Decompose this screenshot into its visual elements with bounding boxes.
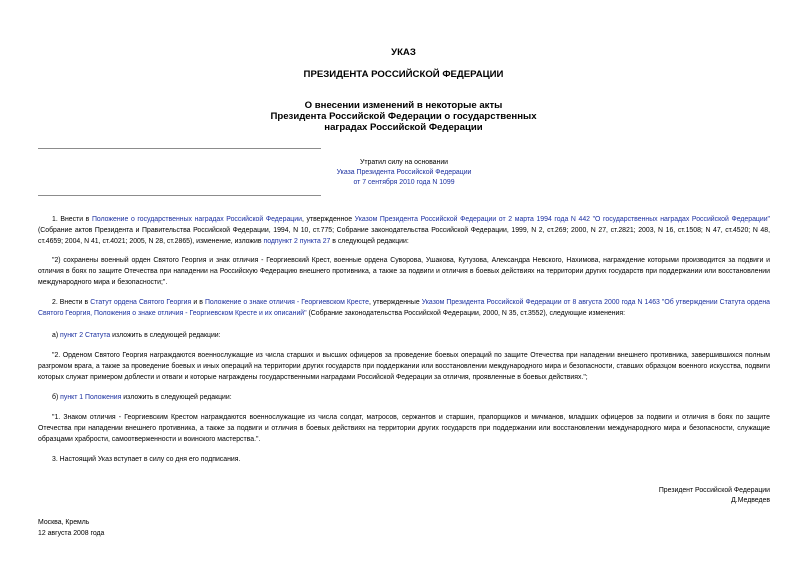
subject-line-2: Президента Российской Федерации о государственных xyxy=(270,111,537,122)
paragraph-1-text: 1. Внести в xyxy=(52,216,92,223)
signing-place: Москва, Кремль xyxy=(38,519,90,526)
subparagraph-a-text: изложить в следующей редакции: xyxy=(110,332,221,339)
paragraph-1-text: , утвержденное xyxy=(301,216,355,223)
paragraph-1-quote: "2) сохранены военный орден Святого Георгия и знак отличия - Георгиевский Крест, военные ордена Суворова, Ушакова, Кутузова, Александра Невского, Нахимова, награждение которыми производится за подвиги и отличия в боях по защите Отечества при нападении на Российскую Федерацию внешнего противника, а также за подвиги и отличия в боевых действиях на территории других государств при поддержании или восстановлении международного мира и безопасности;". xyxy=(38,257,770,286)
subparagraph-b-text: изложить в следующей редакции: xyxy=(121,394,232,401)
signature-name: Д.Медведев xyxy=(731,497,770,504)
status-note xyxy=(320,158,488,188)
paragraph-1 xyxy=(38,214,770,247)
subject-line-1: О внесении изменений в некоторые акты xyxy=(304,100,503,111)
paragraph-1-text: в следующей редакции: xyxy=(330,238,409,245)
subject-line-3: наградах Российской Федерации xyxy=(324,122,483,133)
link-regulation-item-1[interactable]: пункт 1 Положения xyxy=(60,394,122,401)
place-and-date xyxy=(38,517,104,539)
link-cross-regulation[interactable]: Положение о знаке отличия - Георгиевском Кресте xyxy=(204,299,369,306)
link-decree-442[interactable]: Указом Президента Российской Федерации от 2 марта 1994 года N 442 "О государственных наградах Российской Федерации" xyxy=(354,216,771,223)
paragraph-2 xyxy=(38,297,770,319)
paragraph-1-text: (Собрание актов Президента и Правительства Российской Федерации, 1994, N 10, ст.775; Собрание законодательства Российской Федерации, 1999, N 2, ст.269; 2000, N 27, ст.2821; 2003, N 16, ст.1508; N 47, ст.4520; N 48, ст.4659; 2004, N 41, ст.4021; 2005, N 28, ст.2865), изменение, изложив xyxy=(38,227,770,245)
divider-top xyxy=(38,148,321,149)
paragraph-2-text: 2. Внести в xyxy=(52,299,91,306)
repeal-decree-link[interactable] xyxy=(320,168,488,188)
link-order-statute[interactable]: Статут ордена Святого Георгия xyxy=(90,299,192,306)
paragraph-2-text: , утвержденные xyxy=(368,299,422,306)
subparagraph-b-text: б) xyxy=(52,394,61,401)
subparagraph-b-quote: "1. Знаком отличия - Георгиевским Крестом награждаются военнослужащие из числа солдат, матросов, сержантов и старшин, прапорщиков и мичманов, младших офицеров за подвиги и отличия в боях по защите Отечества при нападении внешнего противника, а также за подвиги и отличия в боевых действиях на территории других государств при поддержании или восстановлении международного мира и безопасности, служащие образцами храбрости, самоотверженности и воинского мастерства.". xyxy=(38,414,770,443)
subparagraph-a-quote: "2. Орденом Святого Георгия награждаются военнослужащие из числа старших и высших офицеров за проведение боевых операций по защите Отечества при нападении внешнего противника, завершившихся полным разгромом врага, а также за проведение боевых и иных операций на территории других государств при поддержании или восстановлении международного мира и безопасности, ставших образцом военного искусства, подвиги которых служат примером доблести и отваги и которые награждены государственными наградами Российской Федерации за отличия, проявленные в боевых действиях."; xyxy=(38,352,770,381)
link-statute-item-2[interactable]: пункт 2 Статута xyxy=(60,332,111,339)
divider-bottom xyxy=(38,195,321,196)
document-issuer: ПРЕЗИДЕНТА РОССИЙСКОЙ ФЕДЕРАЦИИ xyxy=(303,69,504,80)
subparagraph-a-text: а) xyxy=(52,332,61,339)
subparagraph-b xyxy=(38,392,770,403)
signature-position: Президент Российской Федерации xyxy=(658,487,770,494)
repeal-decree-link-line1[interactable]: Указа Президента Российской Федерации xyxy=(336,169,472,176)
document-title: УКАЗ xyxy=(391,47,416,58)
paragraph-2-text: и в xyxy=(191,299,205,306)
signature-block xyxy=(659,486,770,506)
repeal-decree-link-line2[interactable]: от 7 сентября 2010 года N 1099 xyxy=(353,179,455,186)
signing-date: 12 августа 2008 года xyxy=(38,530,105,537)
status-note-text: Утратил силу на основании xyxy=(359,159,449,166)
paragraph-3: 3. Настоящий Указ вступает в силу со дня его подписания. xyxy=(52,456,241,463)
link-subparagraph-2-item-27[interactable]: подпункт 2 пункта 27 xyxy=(263,238,331,245)
link-awards-regulation[interactable]: Положение о государственных наградах Российской Федерации xyxy=(91,216,302,223)
paragraph-2-text: (Собрание законодательства Российской Федерации, 2000, N 35, ст.3552), следующие изменения: xyxy=(306,310,626,317)
link-decree-1463[interactable]: Указом Президента Российской Федерации от 8 августа 2000 года N 1463 "Об утверждении Статута ордена Святого Георгия, Положения о знаке отличия - Георгиевском Кресте и их описаний" xyxy=(38,299,770,317)
subparagraph-a xyxy=(38,330,770,341)
